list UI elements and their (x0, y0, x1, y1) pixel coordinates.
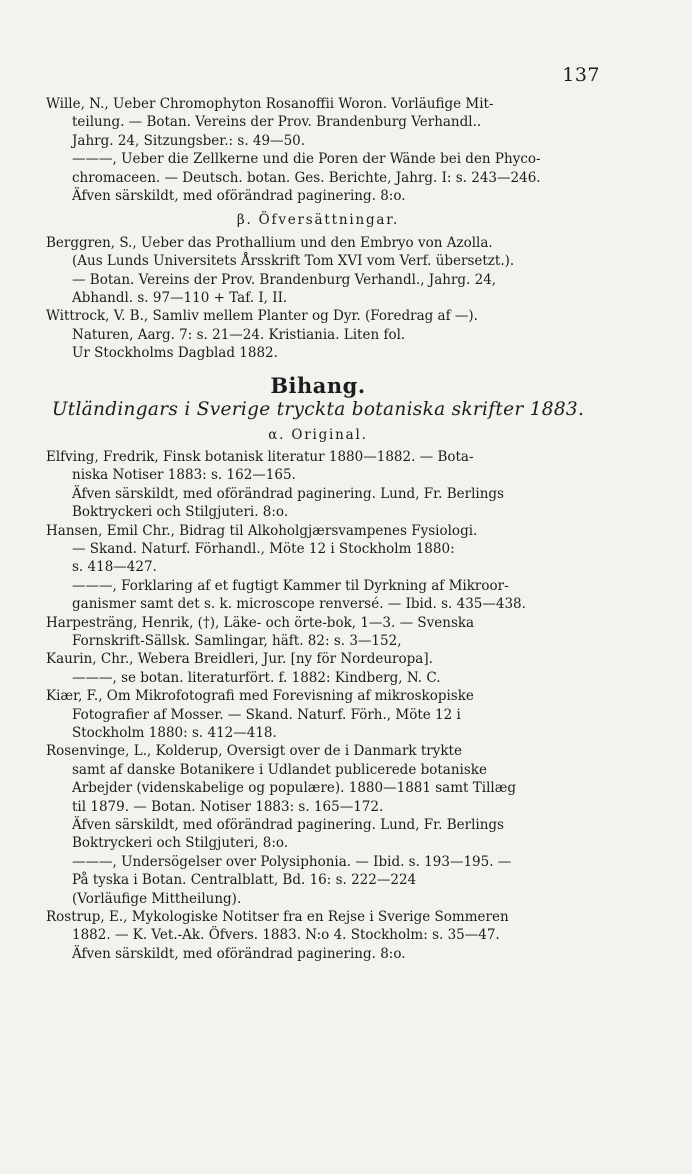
entry-line: Arbejder (videnskabelige og populære). 1880—1881 samt Tillæg (72, 780, 517, 797)
subheading-translations: β. Öfversättningar. (236, 212, 400, 229)
bibliography-entry (46, 687, 590, 742)
entry-line: — Botan. Vereins der Prov. Brandenburg Verhandl., Jahrg. 24, (72, 271, 497, 288)
entry-line: Wille, N., Ueber Chromophyton Rosanoffii Woron. Vorläufige Mit- (46, 96, 494, 112)
entry-line: Harpesträng, Henrik, (†), Läke- och örte-bok, 1—3. — Svenska (46, 614, 475, 631)
section-title: Bihang. (270, 372, 366, 398)
entry-line: ———, Ueber die Zellkerne und die Poren der Wände bei den Phyco- (72, 151, 541, 168)
entry-line: Rostrup, E., Mykologiske Notitser fra en Rejse i Sverige Sommeren (46, 909, 509, 926)
bibliography-part-2 (46, 234, 590, 363)
entry-line: til 1879. — Botan. Notiser 1883: s. 165—172. (72, 798, 384, 815)
entry-line: samt af danske Botanikere i Udlandet publicerede botaniske (72, 761, 487, 778)
bibliography-entry (46, 577, 590, 614)
entry-line: chromaceen. — Deutsch. botan. Ges. Berichte, Jahrg. I: s. 243—246. (72, 169, 541, 186)
section-subtitle: Utländingars i Sverige tryckta botaniska skrifter 1883. (51, 399, 585, 421)
entry-line: Fotografier af Mosser. — Skand. Naturf. Förh., Möte 12 i (72, 706, 461, 723)
entry-line: Stockholm 1880: s. 412—418. (72, 725, 277, 741)
bibliography-entry (46, 234, 590, 308)
entry-line: (Vorläufige Mittheilung). (72, 890, 242, 907)
entry-line: teilung. — Botan. Vereins der Prov. Brandenburg Verhandl.. (72, 114, 482, 131)
entry-line: Äfven särskildt, med oförändrad paginering. 8:o. (72, 188, 406, 205)
entry-line: Wittrock, V. B., Samliv mellem Planter og Dyr. (Foredrag af —). (46, 308, 478, 325)
entry-line: Berggren, S., Ueber das Prothallium und den Embryo von Azolla. (46, 234, 493, 251)
bibliography-entry (46, 448, 590, 522)
entry-line: Boktryckeri och Stilgjuteri. 8:o. (72, 504, 289, 521)
entry-line: ———, se botan. literaturfört. f. 1882: Kindberg, N. C. (72, 669, 441, 686)
entry-line: Kiær, F., Om Mikrofotografi med Forevisning af mikroskopiske (46, 688, 474, 705)
entry-line: Hansen, Emil Chr., Bidrag til Alkoholgjærsvampenes Fysiologi. (46, 522, 478, 539)
entry-line: 1882. — K. Vet.-Ak. Öfvers. 1883. N:o 4. Stockholm: s. 35—47. (72, 927, 500, 944)
entry-line: Elfving, Fredrik, Finsk botanisk literatur 1880—1882. — Bota- (46, 448, 474, 465)
bibliography-entry (46, 150, 590, 205)
entry-line: Kaurin, Chr., Webera Breidleri, Jur. [ny för Nordeuropa]. (46, 651, 433, 668)
bibliography-entry (46, 908, 590, 963)
entry-line: ———, Forklaring af et fugtigt Kammer til Dyrkning af Mikroor- (72, 577, 509, 594)
entry-line: Jahrg. 24, Sitzungsber.: s. 49—50. (72, 132, 306, 149)
entry-line: Äfven särskildt, med oförändrad paginering. Lund, Fr. Berlings (72, 817, 504, 834)
entry-line: Fornskrift-Sällsk. Samlingar, häft. 82: s. 3—152, (72, 632, 402, 649)
page-number: 137 (562, 64, 600, 86)
bibliography-entry (46, 614, 590, 651)
entry-line: — Skand. Naturf. Förhandl., Möte 12 i Stockholm 1880: (72, 540, 455, 557)
entry-line: Abhandl. s. 97—110 + Taf. I, II. (72, 290, 288, 307)
entry-line: s. 418—427. (72, 559, 157, 576)
bibliography-entry (46, 650, 590, 687)
bibliography-part-3 (46, 448, 590, 963)
page-content (46, 95, 590, 963)
bibliography-entry (46, 742, 590, 852)
bibliography-entry (46, 853, 590, 908)
bibliography-entry (46, 307, 590, 362)
entry-line: Boktryckeri och Stilgjuteri, 8:o. (72, 835, 289, 852)
entry-line: (Aus Lunds Universitets Årsskrift Tom XVI vom Verf. übersetzt.). (72, 253, 515, 270)
entry-line: ganismer samt det s. k. microscope renversé. — Ibid. s. 435—438. (72, 596, 526, 613)
entry-line: Äfven särskildt, med oförändrad paginering. Lund, Fr. Berlings (72, 485, 504, 502)
bibliography-part-1 (46, 95, 590, 205)
entry-line: Äfven särskildt, med oförändrad paginering. 8:o. (72, 945, 406, 962)
subheading-originals: α. Original. (268, 426, 368, 443)
entry-line: Naturen, Aarg. 7: s. 21—24. Kristiania. Liten fol. (72, 326, 406, 343)
entry-line: niska Notiser 1883: s. 162—165. (72, 467, 296, 484)
bibliography-entry (46, 95, 590, 150)
entry-line: Rosenvinge, L., Kolderup, Oversigt over de i Danmark trykte (46, 743, 462, 760)
bibliography-entry (46, 522, 590, 577)
entry-line: ———, Undersögelser over Polysiphonia. — Ibid. s. 193—195. — (72, 853, 512, 870)
entry-line: På tyska i Botan. Centralblatt, Bd. 16: s. 222—224 (72, 872, 417, 889)
entry-line: Ur Stockholms Dagblad 1882. (72, 345, 278, 362)
